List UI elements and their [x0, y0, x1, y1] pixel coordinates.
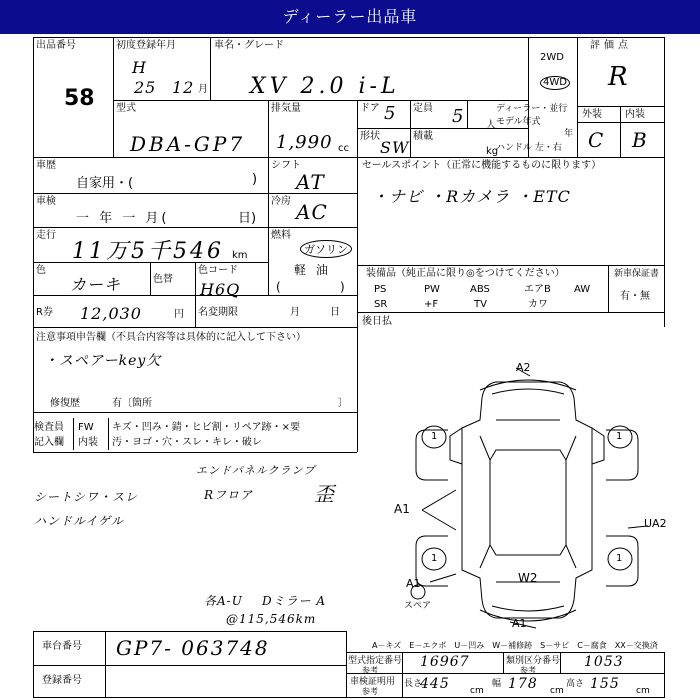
shift-value: AT: [296, 170, 325, 194]
equip-leather: カワ: [528, 299, 548, 310]
warranty-label: 新車保証書: [614, 269, 660, 279]
body-shape-value: SW: [380, 138, 410, 157]
diagram-a1-left: A1: [394, 502, 410, 516]
model-year-label: モデル年式: [496, 117, 541, 127]
model-code-label: 型式: [116, 103, 136, 114]
color-code-label: 色コード: [198, 265, 238, 276]
doors-value: 5: [384, 103, 397, 124]
color-label: 色: [36, 265, 46, 276]
mileage-unit: km: [232, 250, 248, 261]
class-value: 1053: [584, 654, 624, 670]
first-reg-month: 12: [172, 78, 195, 97]
score-label: 評価点: [590, 40, 632, 51]
notes-value: ・スペアーkey欠: [44, 353, 162, 369]
recycle-value: 12,030: [80, 304, 142, 323]
equip-ps: PS: [374, 284, 387, 295]
displacement-unit: cc: [338, 143, 349, 154]
exterior-grade: C: [588, 128, 605, 152]
chassis-label: 車台番号: [42, 641, 82, 652]
damage-legend: A－キズ E－エクボ U－凹み W－補修跡 S－サビ C－腐食 XX－交換済: [372, 641, 658, 650]
score-value: R: [608, 62, 629, 92]
first-reg-label: 初度登録年月: [116, 40, 176, 51]
equip-sr: SR: [374, 299, 388, 310]
recycle-label: R券: [36, 307, 53, 318]
inspector-label-2: 記入欄: [34, 437, 64, 448]
exterior-label: 外装: [582, 109, 602, 120]
model-code-value: DBA-GP7: [130, 132, 246, 156]
inspector-label-1: 検査員: [34, 422, 64, 433]
displacement-value: 1,990: [276, 132, 333, 153]
diagram-mark-fr: 1: [616, 431, 623, 442]
history-value: 自家用・(: [76, 176, 134, 191]
fuel-diesel: 軽 油: [294, 263, 331, 277]
notes-label: 注意事項申告欄（不具合内容等は具体的に記入して下さい）: [36, 332, 306, 343]
diagram-mark-rl: 1: [431, 553, 438, 564]
diagram-mark-fl: 1: [431, 431, 438, 442]
inspector-fw: FW: [78, 422, 94, 433]
color-code-value: H6Q: [200, 280, 241, 299]
length-label: 長さ: [404, 679, 423, 689]
equipment-label: 装備品（純正品に限り◎をつけてください）: [366, 268, 565, 279]
drive-4wd: 4WD: [540, 76, 570, 90]
height-value: 155: [590, 676, 620, 692]
fuel-paren-open: (: [276, 280, 281, 294]
repair-label: 修復歴: [50, 398, 80, 409]
sales-point-label: セールスポイント（正常に機能するものに限ります）: [362, 160, 602, 171]
inspection-label: 車検: [36, 196, 56, 207]
handle-label: ハンドル 左・右: [496, 143, 562, 153]
diagram-mark-rr: 1: [616, 553, 623, 564]
remark-right-2: Rフロア: [204, 488, 254, 502]
warranty-value: 有・無: [620, 291, 650, 302]
inspector-line-1: キズ・凹み・錆・ヒビ割・リペア跡・×要: [112, 422, 300, 433]
car-name-label: 車名・グレード: [214, 40, 284, 51]
color-change-label: 色替: [153, 274, 173, 285]
length-value: 445: [420, 676, 450, 692]
first-reg-era: H: [132, 58, 147, 77]
length-unit: cm: [470, 686, 484, 696]
diagram-w2: W2: [518, 571, 538, 585]
car-damage-diagram: [396, 360, 676, 635]
name-change-month: 月: [290, 307, 300, 318]
equip-pw: PW: [424, 284, 440, 295]
width-label: 幅: [492, 679, 502, 689]
first-reg-year: 25: [134, 78, 157, 97]
equip-airbag: エアB: [524, 284, 551, 295]
body-shape-label: 形状: [360, 131, 380, 142]
repair-value: 有〔箇所: [112, 398, 152, 409]
diagram-a1-bottom: A1: [512, 617, 527, 630]
cert-label: 車検証明用: [350, 677, 396, 687]
remark-left-1: シートシワ・スレ: [34, 490, 139, 504]
mileage-label: 走行: [36, 230, 56, 241]
shift-label: シフト: [271, 160, 301, 171]
dealer-parallel: ディーラー・並行: [496, 104, 568, 114]
remark-left-2: ハンドルイゲル: [34, 514, 124, 528]
width-unit: cm: [550, 686, 564, 696]
class-label: 類別区分番号: [506, 656, 561, 666]
name-change-label: 名変期限: [198, 307, 238, 318]
history-close: ): [252, 172, 258, 187]
capacity-label: 定員: [413, 103, 433, 114]
repair-bracket: 〕: [338, 398, 348, 409]
first-reg-month-unit: 月: [198, 84, 208, 95]
diagram-a1-low: A1: [406, 577, 421, 590]
remark-right-1: エンドパネルクランプ: [196, 464, 316, 477]
load-unit: kg: [486, 146, 499, 157]
remark-right-3: 歪: [314, 482, 335, 506]
designation-label: 型式指定番号: [348, 656, 403, 666]
later-stamp-label: 後日払: [362, 316, 392, 327]
inspector-naiso: 内装: [78, 437, 98, 448]
recycle-unit: 円: [174, 309, 184, 320]
interior-grade: B: [632, 128, 648, 152]
designation-ref: 参考: [362, 666, 378, 675]
sheet-title: ディーラー出品車: [0, 0, 700, 34]
equip-abs: ABS: [470, 284, 490, 295]
fuel-paren-close: ): [340, 280, 345, 294]
load-label: 積載: [413, 131, 433, 142]
designation-value: 16967: [420, 654, 470, 670]
cooler-value: AC: [296, 200, 328, 224]
doors-label: ドア: [360, 103, 380, 114]
diagram-a2-top: A2: [516, 361, 531, 374]
equip-f: +F: [424, 299, 439, 310]
equip-tv: TV: [474, 299, 487, 310]
height-label: 高さ: [566, 679, 585, 689]
capacity-value: 5: [452, 106, 465, 127]
chassis-value: GP7- 063748: [116, 636, 270, 660]
capacity-unit: 人: [486, 120, 496, 131]
lot-label: 出品番号: [36, 40, 76, 51]
car-name-value: XV 2.0 i-L: [250, 74, 400, 99]
model-year-unit: 年: [564, 129, 574, 139]
diagram-spare: スペア: [404, 601, 432, 611]
class-ref: 参考: [520, 666, 536, 675]
sales-point-value: ・ナビ ・Rカメラ ・ETC: [372, 187, 571, 206]
name-change-day: 日: [330, 307, 340, 318]
inspection-value: 一 年 一 月(: [76, 211, 170, 226]
mileage-value: 11万5千546: [72, 239, 224, 264]
cert-ref: 参考: [362, 687, 378, 696]
drive-2wd: 2WD: [540, 52, 564, 63]
remark-bottom-1: 各A-U: [204, 594, 243, 608]
displacement-label: 排気量: [271, 103, 301, 114]
remark-bottom-2: Dミラー A: [262, 594, 327, 608]
inspection-unit: 日): [238, 211, 257, 226]
remark-bottom-3: @115,546km: [226, 612, 317, 626]
inspector-line-2: 汚・ヨゴ・穴・スレ・キレ・破レ: [112, 437, 262, 448]
reg-no-label: 登録番号: [42, 675, 82, 686]
fuel-gasoline: ガソリン: [300, 240, 352, 258]
history-label: 車歴: [36, 160, 56, 171]
width-value: 178: [508, 676, 538, 692]
interior-label: 内装: [625, 109, 645, 120]
lot-number: 58: [64, 86, 95, 111]
fuel-label: 燃料: [271, 230, 291, 241]
height-unit: cm: [636, 686, 650, 696]
cooler-label: 冷房: [271, 196, 291, 207]
color-value: カーキ: [70, 275, 122, 294]
equip-aw: AW: [574, 284, 591, 295]
diagram-ua2: UA2: [644, 517, 667, 530]
